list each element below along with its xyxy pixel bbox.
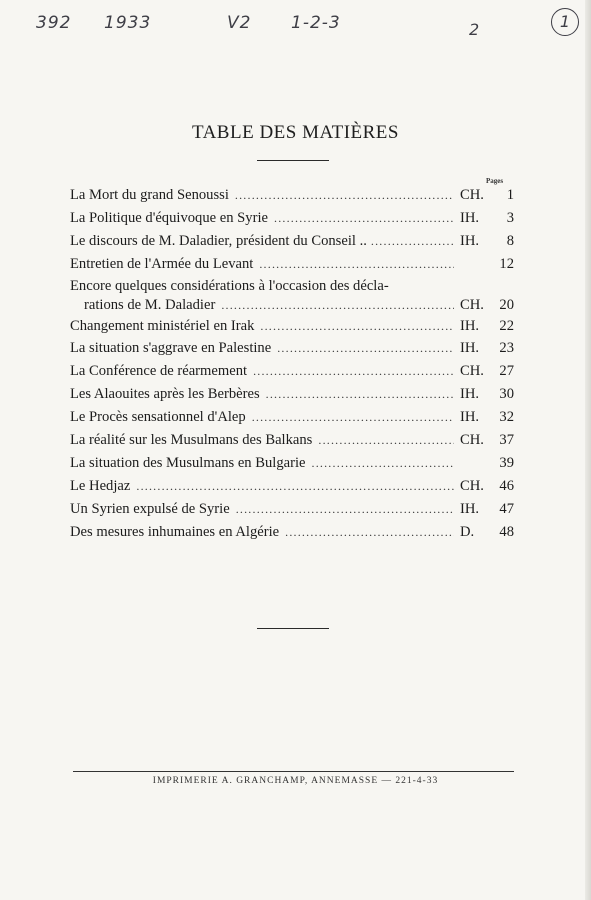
end-divider — [257, 628, 329, 629]
toc-entry — [70, 230, 514, 253]
entry-author: IH. — [460, 340, 480, 357]
title-divider — [257, 160, 329, 161]
toc-entry — [70, 429, 514, 452]
dot-leader — [136, 475, 454, 498]
toc-entry-first-line — [70, 278, 514, 295]
entry-page: 46 — [499, 477, 514, 494]
handwritten-annotation: 1-2-3 — [291, 13, 341, 33]
handwritten-annotation: 1933 — [104, 13, 152, 33]
entry-author: IH. — [460, 409, 480, 426]
entry-author: IH. — [460, 386, 480, 403]
dot-leader — [236, 498, 454, 521]
dot-leader — [274, 207, 454, 230]
dot-leader — [371, 230, 454, 253]
handwritten-annotation: 2 — [469, 20, 481, 39]
entry-author: IH. — [460, 232, 480, 249]
entry-title: La situation s'aggrave en Palestine — [70, 340, 272, 357]
printer-imprint: IMPRIMERIE A. GRANCHAMP, ANNEMASSE — 221-4-33 — [152, 776, 439, 786]
entry-title: La Conférence de réarmement — [70, 363, 248, 380]
entry-title: Le Hedjaz — [70, 477, 131, 494]
toc-entry — [70, 337, 514, 360]
entry-title: Un Syrien expulsé de Syrie — [70, 500, 230, 517]
toc-entry — [70, 498, 514, 521]
dot-leader — [259, 253, 454, 276]
pages-column-label: Pages — [486, 177, 504, 185]
entry-author: CH. — [460, 432, 484, 449]
dot-leader — [235, 184, 454, 207]
entry-title: La Mort du grand Senoussi — [70, 187, 229, 203]
entry-author: CH. — [460, 363, 484, 380]
toc-entry — [70, 315, 514, 338]
entry-title: La réalité sur les Musulmans des Balkans — [70, 432, 313, 449]
handwritten-annotation: V2 — [227, 13, 252, 33]
toc-entry — [70, 184, 514, 207]
entry-title: Les Alaouites après les Berbères — [70, 386, 260, 403]
handwritten-annotation: 392 — [36, 13, 72, 33]
entry-page: 3 — [506, 209, 514, 226]
toc-entry — [70, 295, 514, 315]
entry-page: 48 — [499, 523, 514, 540]
entry-title: Entretien de l'Armée du Levant — [70, 255, 254, 272]
toc-entry — [70, 475, 514, 498]
entry-page: 23 — [499, 340, 514, 357]
toc-entry — [70, 383, 514, 406]
entry-page: 22 — [499, 317, 514, 334]
table-of-contents — [70, 184, 514, 543]
dot-leader — [260, 315, 454, 338]
toc-entry — [70, 253, 514, 276]
entry-author: IH. — [460, 500, 480, 517]
entry-page: 20 — [499, 296, 514, 313]
entry-page: 47 — [499, 500, 514, 517]
entry-author: CH. — [460, 477, 484, 494]
entry-title: Des mesures inhumaines en Algérie — [70, 523, 280, 540]
toc-entry — [70, 406, 514, 429]
entry-page: 39 — [499, 454, 514, 471]
dot-leader — [252, 406, 454, 429]
toc-entry — [70, 207, 514, 230]
toc-entry — [70, 521, 514, 544]
toc-entry — [70, 452, 514, 475]
entry-author: CH. — [460, 296, 484, 313]
entry-title: La Politique d'équivoque en Syrie — [70, 209, 268, 226]
entry-title: Le Procès sensationnel d'Alep — [70, 409, 246, 426]
toc-entry — [70, 360, 514, 383]
entry-title-line1: Encore quelques considérations à l'occasion des décla- — [70, 277, 389, 294]
page-title: TABLE DES MATIÈRES — [192, 122, 399, 143]
dot-leader — [318, 429, 454, 452]
entry-page: 30 — [499, 386, 514, 403]
dot-leader — [253, 360, 454, 383]
entry-page: 8 — [506, 232, 514, 249]
entry-title: rations de M. Daladier — [84, 296, 216, 313]
entry-author: D. — [460, 523, 475, 540]
entry-page: 1 — [506, 187, 514, 203]
entry-page: 32 — [499, 409, 514, 426]
entry-page: 12 — [499, 255, 514, 272]
entry-author: CH. — [460, 187, 484, 203]
dot-leader — [285, 521, 454, 544]
entry-title: La situation des Musulmans en Bulgarie — [70, 454, 306, 471]
dot-leader — [221, 295, 454, 315]
handwritten-annotation: 1 — [551, 8, 579, 36]
entry-author: IH. — [460, 209, 480, 226]
entry-title: Le discours de M. Daladier, président du Conseil .. — [70, 232, 367, 249]
dot-leader — [277, 337, 454, 360]
dot-leader — [312, 452, 455, 475]
entry-title: Changement ministériel en Irak — [70, 317, 255, 334]
entry-page: 37 — [499, 432, 514, 449]
entry-author: IH. — [460, 317, 480, 334]
footer-divider — [73, 771, 514, 772]
dot-leader — [266, 383, 454, 406]
entry-page: 27 — [499, 363, 514, 380]
